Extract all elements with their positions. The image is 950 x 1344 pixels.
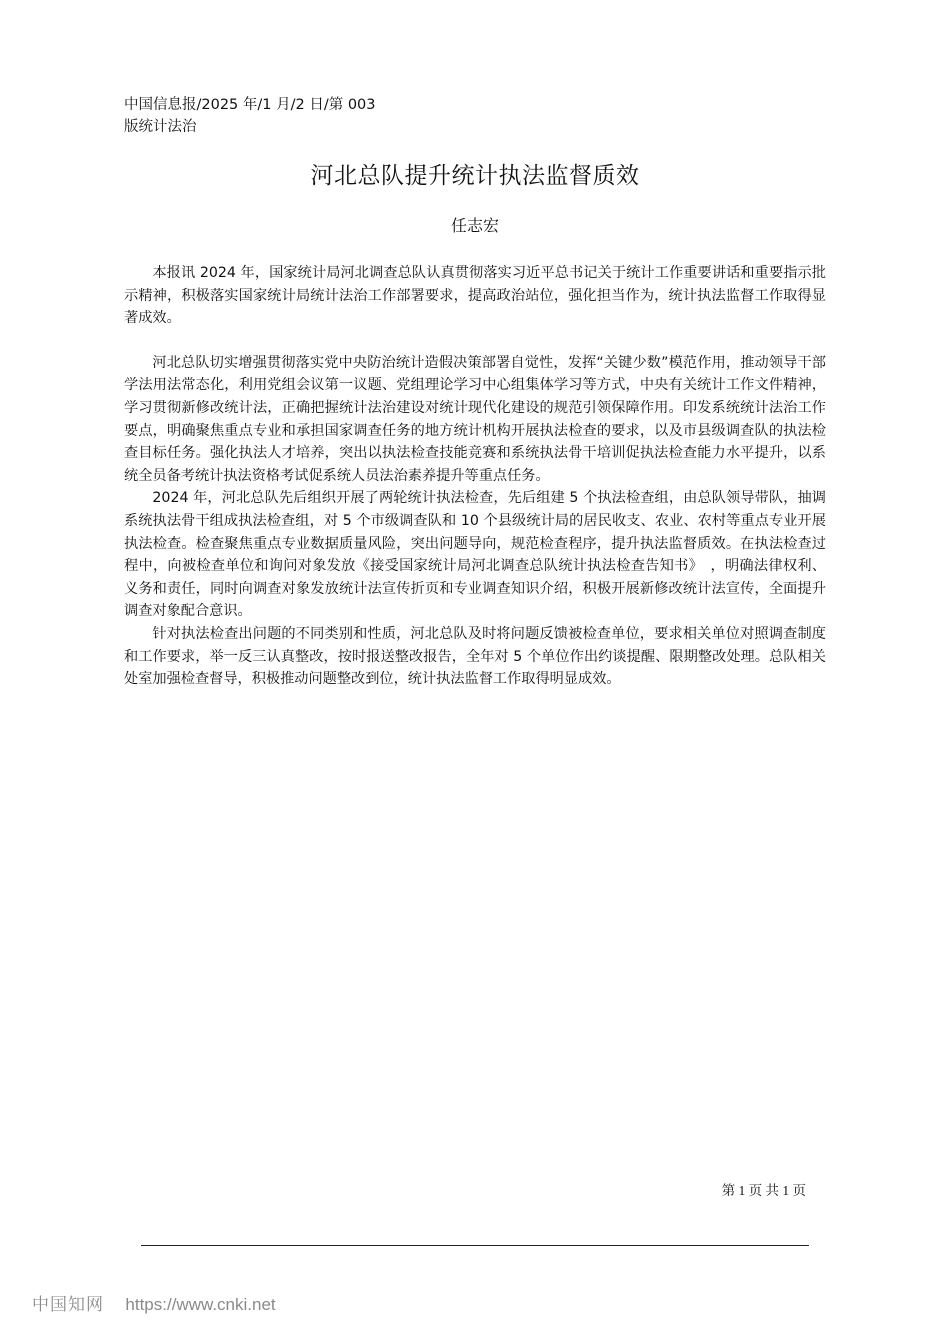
cnki-watermark bbox=[32, 1294, 276, 1316]
paragraph-1: 本报讯 2024 年，国家统计局河北调查总队认真贯彻落实习近平总书记关于统计工作重要讲话和重要指示批示精神，积极落实国家统计局统计法治工作部署要求，提高政治站位，强化担当作为，统计执法监督工作取得显著成效。 bbox=[124, 265, 826, 327]
paragraph-4: 针对执法检查出问题的不同类别和性质，河北总队及时将问题反馈被检查单位，要求相关单位对照调查制度和工作要求，举一反三认真整改，按时报送整改报告，全年对 5 个单位作出约谈提醒、限期整改处理。总队相关处室加强检查督导，积极推动问题整改到位，统计执法监督工作取得明显成效。 bbox=[124, 625, 826, 688]
footer-divider bbox=[141, 1245, 809, 1246]
paragraph-2: 河北总队切实增强贯彻落实党中央防治统计造假决策部署自觉性，发挥“关键少数”模范作用，推动领导干部学法用法常态化，利用党组会议第一议题、党组理论学习中心组集体学习等方式，中央有关统计工作文件精神，学习贯彻新修改统计法，正确把握统计法治建设对统计现代化建设的规范引领保障作用。印发系统统计法治工作要点，明确聚焦重点专业和承担国家调查任务的地方统计机构开展执法检查的要求，以及市县级调查队的执法检查目标任务。强化执法人才培养，突出以执法检查技能竞赛和系统执法骨干培训促执法检查能力水平提升，以系统全员备考统计执法资格考试促系统人员法治素养提升等重点任务。 bbox=[124, 354, 826, 484]
article-body bbox=[124, 262, 826, 691]
source-line-1: 中国信息报/2025 年/1 月/2 日/第 003 bbox=[124, 97, 376, 113]
source-line-2: 版统计法治 bbox=[124, 119, 197, 135]
watermark-url: https://www.cnki.net bbox=[125, 1295, 276, 1314]
paragraph-3: 2024 年，河北总队先后组织开展了两轮统计执法检查，先后组建 5 个执法检查组，由总队领导带队，抽调系统执法骨干组成执法检查组，对 5 个市级调查队和 10 个县级统计局的居民收支、农业、农村等重点专业开展执法检查。检查聚焦重点专业数据质量风险，突出问题导向，规范检查程序，提升执法监督质效。在执法检查过程中，向被检查单位和询问对象发放《接受国家统计局河北调查总队统计执法检查告知书》 ，明确法律权利、义务和责任，同时向调查对象发放统计法宣传折页和专业调查知识介绍，积极开展新修改统计法宣传，全面提升调查对象配合意识。 bbox=[124, 490, 826, 620]
source-citation bbox=[124, 94, 404, 138]
article-author: 任志宏 bbox=[450, 216, 499, 235]
article-title: 河北总队提升统计执法监督质效 bbox=[310, 163, 640, 189]
watermark-name: 中国知网 bbox=[32, 1295, 104, 1315]
page-number: 第 1 页 共 1 页 bbox=[721, 1183, 806, 1198]
